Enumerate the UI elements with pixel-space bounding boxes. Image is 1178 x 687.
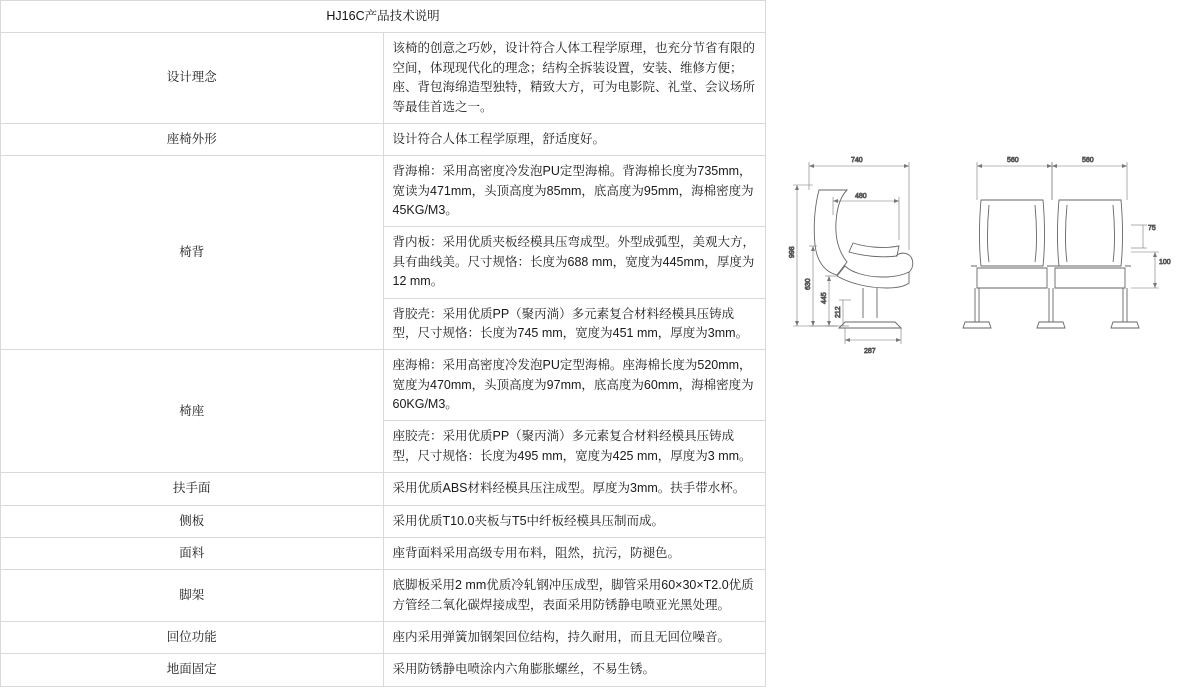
front-view-seats [963,200,1139,328]
spec-value: 座海棉：采用高密度冷发泡PU定型海棉。座海棉长度为520mm，宽度为470mm，头顶高度为97mm，底高度为60mm，海棉密度为60KG/M3。 [383,350,766,421]
spec-label: 座椅外形 [1,123,384,155]
spec-label: 扶手面 [1,473,384,505]
dim-740 [809,162,909,250]
table-row [1,156,766,227]
table-row [1,622,766,654]
spec-value: 设计符合人体工程学原理，舒适度好。 [383,123,766,155]
dim-560-right [1052,162,1127,200]
title-row [1,1,766,33]
spec-label: 回位功能 [1,622,384,654]
dim-label: 998 [789,246,796,258]
table-row [1,350,766,421]
dim-label: 630 [805,278,812,290]
spec-label: 面料 [1,537,384,569]
dim-label: 212 [835,306,842,318]
spec-value: 背胶壳：采用优质PP（聚丙淌）多元素复合材料经模具压铸成型，尺寸规恪：长度为745 mm，宽度为451 mm，厚度为3mm。 [383,298,766,350]
dim-480 [833,197,899,240]
dim-287 [845,328,901,344]
dim-75 [1131,225,1147,248]
dim-998 [793,185,837,326]
spec-label: 侧板 [1,505,384,537]
spec-value: 座胶壳：采用优质PP（聚丙淌）多元素复合材料经模具压铸成型，尺寸规恪：长度为495 mm，宽度为425 mm，厚度为3 mm。 [383,421,766,473]
dim-label: 75 [1148,225,1156,232]
page-title: HJ16C产品技术说明 [1,1,766,33]
spec-value: 背内板：采用优质夹板经模具压弯成型。外型成弧型，美观大方，具有曲线美。尺寸规恪：长度为688 mm，宽度为445mm，厚度为12 mm。 [383,227,766,298]
table-row [1,505,766,537]
spec-label: 设计理念 [1,33,384,124]
spec-label: 脚架 [1,570,384,622]
spec-value: 底脚板采用2 mm优质冷轧钢冲压成型，脚管采用60×30×T2.0优质方管经二氧化碳焊接成型，表面采用防锈静电喷亚光黑处理。 [383,570,766,622]
table-row [1,537,766,569]
drawings-svg [767,0,1178,485]
technical-drawings-panel [767,0,1178,485]
spec-value: 座内采用弹簧加钢架回位结构，持久耐用，而且无回位噪音。 [383,622,766,654]
dim-label: 560 [1007,157,1019,164]
dim-label: 445 [821,292,828,304]
spec-value: 该椅的创意之巧妙，设计符合人体工程学原理，也充分节省有限的空间，体现现代化的理念；结构全拆装设置，安装、维修方便；座、背包海绵造型独特，精致大方，可为电影院、礼堂、会议场所等最佳首选之一。 [383,33,766,124]
dim-100 [1131,252,1159,288]
dim-630 [809,246,837,326]
dim-label: 287 [864,348,876,355]
spec-value: 背海棉：采用高密度冷发泡PU定型海棉。背海棉长度为735mm，宽读为471mm，头顶高度为85mm，底高度为95mm，海棉密度为45KG/M3。 [383,156,766,227]
dim-label: 480 [855,193,867,200]
table-row [1,473,766,505]
spec-value: 采用优质T10.0夹板与T5中纤板经模具压制而成。 [383,505,766,537]
spec-label: 地面固定 [1,654,384,686]
table-row [1,654,766,686]
spec-value: 采用防锈静电喷涂内六角膨胀螺丝，不易生锈。 [383,654,766,686]
spec-value: 采用优质ABS材料经模具压注成型。厚度为3mm。扶手带水杯。 [383,473,766,505]
dim-560-left [977,162,1052,200]
table-row [1,123,766,155]
table-row [1,33,766,124]
spec-label: 椅背 [1,156,384,350]
table-row [1,570,766,622]
spec-label: 椅座 [1,350,384,473]
dim-label: 100 [1159,259,1171,266]
dim-label: 740 [851,157,863,164]
spec-value: 座背面料采用高级专用布料，阻然，抗污，防褪色。 [383,537,766,569]
dim-label: 560 [1082,157,1094,164]
